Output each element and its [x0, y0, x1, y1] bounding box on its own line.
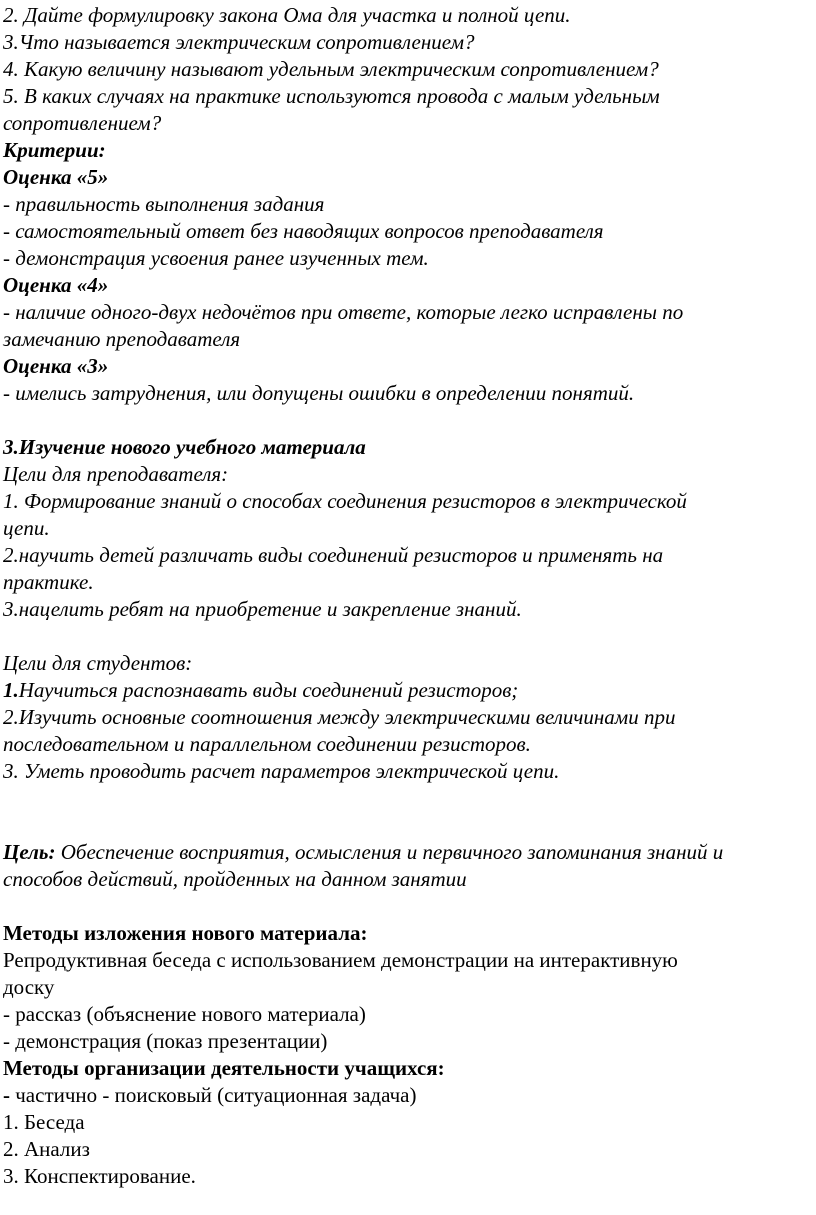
question-line: 5. В каких случаях на практике используются провода с малым удельным [3, 84, 660, 108]
student-goals-heading: Цели для студентов: [3, 651, 193, 675]
question-line: 3.Что называется электрическим сопротивлением? [3, 30, 475, 54]
grade-4-item: замечанию преподавателя [3, 327, 241, 351]
organization-item [3, 1082, 813, 1109]
methods-item: - демонстрация (показ презентации) [3, 1029, 328, 1053]
organization-text: частично - поисковый (ситуационная задача) [10, 1083, 417, 1107]
grade-3-item: - имелись затруднения, или допущены ошибки в определении понятий. [3, 381, 635, 405]
spacer [3, 893, 813, 920]
organization-item: 3. Конспектирование. [3, 1164, 196, 1188]
grade-4-item: - наличие одного-двух недочётов при ответе, которые легко исправлены по [3, 300, 684, 324]
question-line: 2. Дайте формулировку закона Ома для участка и полной цепи. [3, 3, 571, 27]
organization-dash: - [3, 1083, 10, 1107]
methods-item: - рассказ (объяснение нового материала) [3, 1002, 366, 1026]
student-goal-number: 1. [3, 678, 19, 702]
teacher-goal-line: 2.научить детей различать виды соединений резисторов и применять на [3, 543, 664, 567]
spacer [3, 623, 813, 650]
goal-text: Обеспечение восприятия, осмысления и первичного запоминания знаний и [55, 840, 724, 864]
methods-heading: Методы изложения нового материала: [3, 921, 368, 945]
teacher-goal-line: практике. [3, 570, 94, 594]
student-goal-line: 2.Изучить основные соотношения между электрическими величинами при [3, 705, 676, 729]
goal-label: Цель: [3, 840, 56, 864]
student-goal-line [3, 677, 813, 704]
grade-4-heading: Оценка «4» [3, 273, 109, 297]
student-goal-line: 3. Уметь проводить расчет параметров электрической цепи. [3, 759, 560, 783]
goal-line [3, 839, 813, 866]
spacer [3, 407, 813, 434]
document-page [3, 2, 813, 1190]
criteria-heading: Критерии: [3, 138, 106, 162]
question-line: 4. Какую величину называют удельным электрическим сопротивлением? [3, 57, 659, 81]
question-line: сопротивлением? [3, 111, 162, 135]
teacher-goal-line: цепи. [3, 516, 50, 540]
section-3-heading: 3.Изучение нового учебного материала [3, 435, 366, 459]
grade-5-item: - самостоятельный ответ без наводящих вопросов преподавателя [3, 219, 604, 243]
grade-3-heading: Оценка «3» [3, 354, 109, 378]
grade-5-item: - правильность выполнения задания [3, 192, 325, 216]
student-goal-text: Научиться распознавать виды соединений резисторов; [18, 678, 519, 702]
teacher-goal-line: 1. Формирование знаний о способах соединения резисторов в электрической [3, 489, 687, 513]
teacher-goal-line: 3.нацелить ребят на приобретение и закрепление знаний. [3, 597, 522, 621]
teacher-goals-heading: Цели для преподавателя: [3, 462, 229, 486]
organization-item: 2. Анализ [3, 1137, 90, 1161]
methods-item: Репродуктивная беседа с использованием демонстрации на интерактивную [3, 948, 678, 972]
goal-text-continued: способов действий, пройденных на данном занятии [3, 867, 467, 891]
student-goal-line: последовательном и параллельном соединении резисторов. [3, 732, 531, 756]
spacer [3, 785, 813, 839]
organization-item: 1. Беседа [3, 1110, 85, 1134]
methods-item: доску [3, 975, 55, 999]
grade-5-heading: Оценка «5» [3, 165, 109, 189]
organization-heading: Методы организации деятельности учащихся: [3, 1056, 445, 1080]
grade-5-item: - демонстрация усвоения ранее изученных тем. [3, 246, 429, 270]
